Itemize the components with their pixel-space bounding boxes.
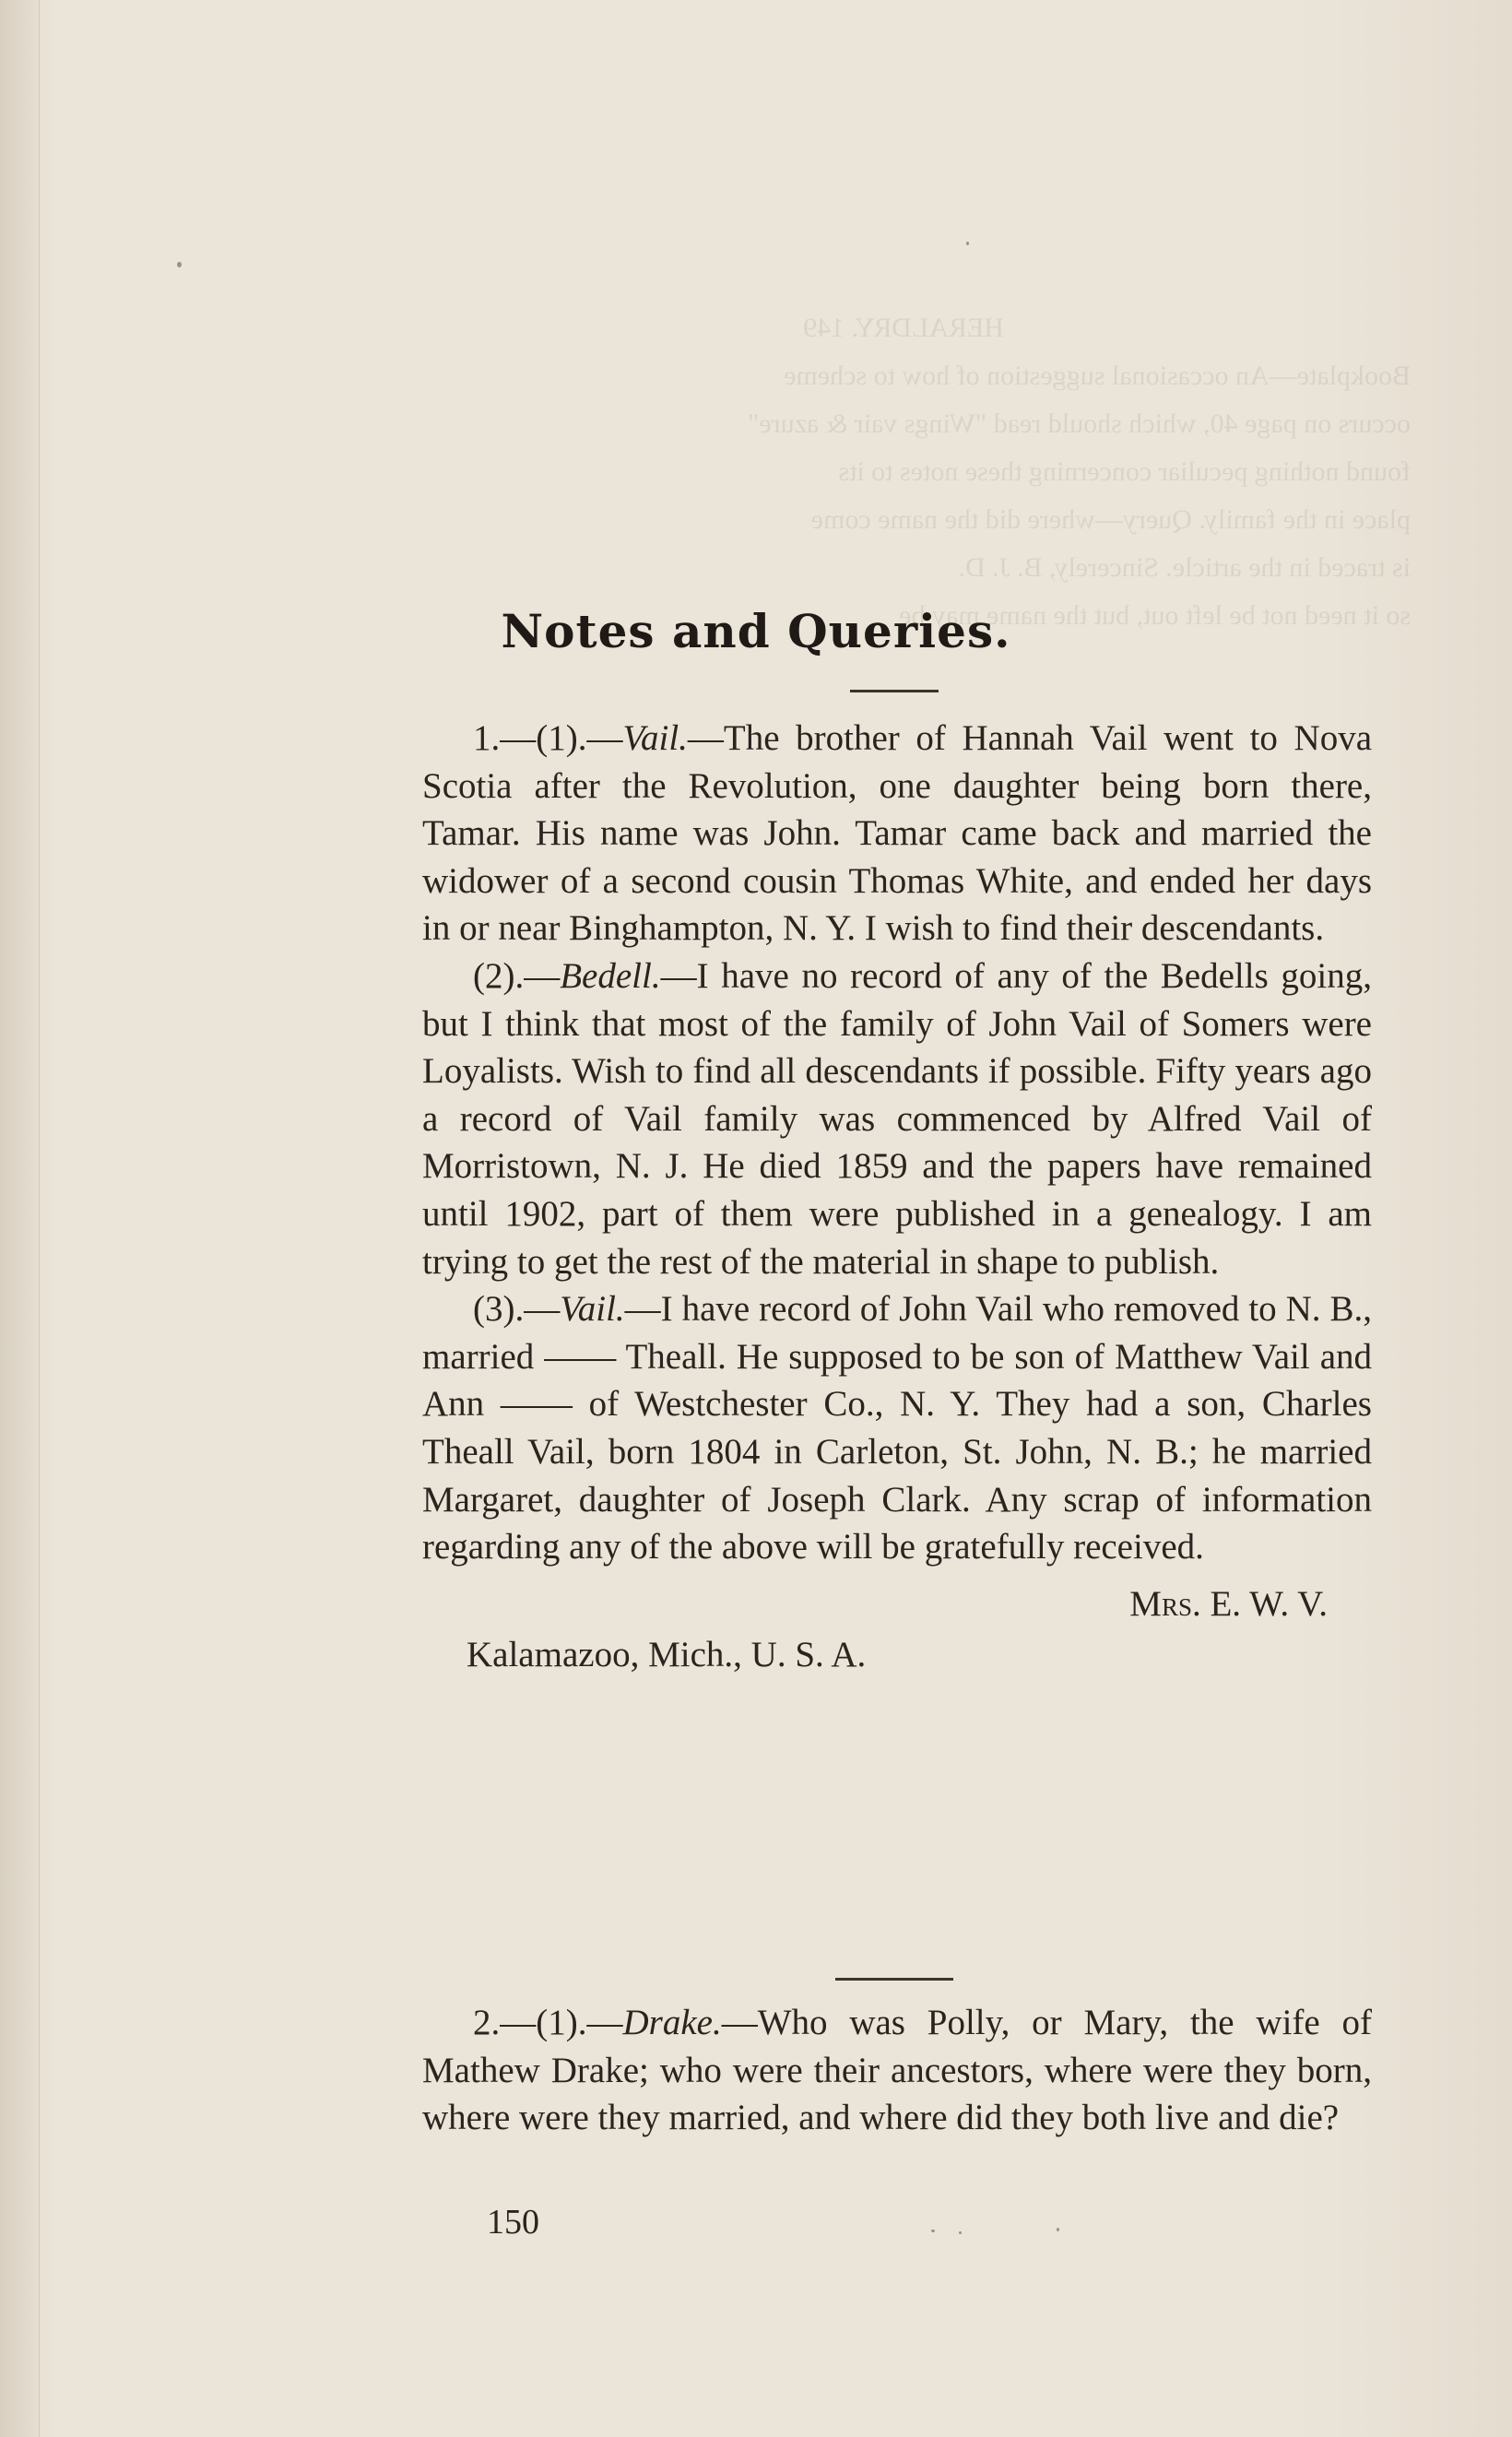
- query-text: —Who was Polly, or Mary, the wife of Mathew Drake; who were their ancestors, where were they born, where were they married, and where did they both live and die?: [422, 2003, 1372, 2138]
- bleed-through-line: so it need not be left out, but the name may be: [899, 600, 1411, 631]
- bleed-through-line: is traced in the article. Sincerely, B. J. D.: [958, 552, 1411, 583]
- paper-speck: [1057, 2228, 1059, 2231]
- query-text: —I have record of John Vail who removed to N. B., married —— Theall. He supposed to be son of Matthew Vail and Ann —— of Westchester Co., N. Y. They had a son, Charles Theall Vail, born 1804 in Carleton, St. John, N. B.; he married Margaret, daughter of Joseph Clark. Any scrap of information regarding any of the above will be gratefully received.: [422, 1289, 1372, 1567]
- query-1-paragraph-3: [422, 1285, 1372, 1571]
- page-gutter-edge: [0, 0, 40, 2437]
- query-1-paragraph-1: [422, 715, 1372, 952]
- title-rule: [850, 690, 939, 692]
- surname: Vail.: [622, 718, 688, 758]
- paper-speck: [966, 242, 969, 245]
- bleed-through-line: Bookplate—An occasional suggestion of how to scheme: [784, 361, 1411, 391]
- paper-speck: [177, 262, 182, 267]
- surname: Vail.: [560, 1289, 625, 1330]
- bleed-through-line: found nothing peculiar concerning these notes to its: [838, 456, 1411, 487]
- paper-speck: [931, 2230, 935, 2232]
- surname: Bedell.: [560, 955, 661, 996]
- query-number: (2).—: [473, 955, 561, 996]
- section-rule: [835, 1978, 953, 1981]
- query-number: (3).—: [473, 1289, 561, 1330]
- query-1-paragraph-2: [422, 952, 1372, 1285]
- bleed-through-line: HERALDRY. 149: [803, 313, 1004, 343]
- signature: Mrs. E. W. V.: [1129, 1583, 1328, 1624]
- query-2-paragraph-1: [422, 1999, 1372, 2142]
- page-title: Notes and Queries.: [501, 604, 1011, 658]
- query-1: [422, 715, 1372, 1679]
- query-2: [422, 1999, 1372, 2142]
- bleed-through-line: occurs on page 40, which should read "Wings vair & azure": [748, 408, 1411, 439]
- query-text: —The brother of Hannah Vail went to Nova Scotia after the Revolution, one daughter being born there, Tamar. His name was John. Tamar came back and married the widower of a second cousin Thomas White, and ended her days in or near Binghampton, N. Y. I wish to find their descendants.: [422, 718, 1372, 949]
- query-number: 2.—(1).—: [473, 2003, 623, 2042]
- query-number: 1.—(1).—: [473, 718, 623, 758]
- surname: Drake.: [622, 2003, 722, 2042]
- bleed-through-line: place in the family. Query—where did the name come: [810, 504, 1411, 535]
- query-text: —I have no record of any of the Bedells going, but I think that most of the family of John Vail of Somers were Loyalists. Wish to find all descendants if possible. Fifty years ago a record of Vail family was commenced by Alfred Vail of Morristown, N. J. He died 1859 and the papers have remained until 1902, part of them were published in a genealogy. I am trying to get the rest of the material in shape to publish.: [422, 955, 1372, 1282]
- paper-speck: [959, 2231, 962, 2234]
- page-number: 150: [487, 2203, 539, 2242]
- place-line: Kalamazoo, Mich., U. S. A.: [467, 1635, 867, 1675]
